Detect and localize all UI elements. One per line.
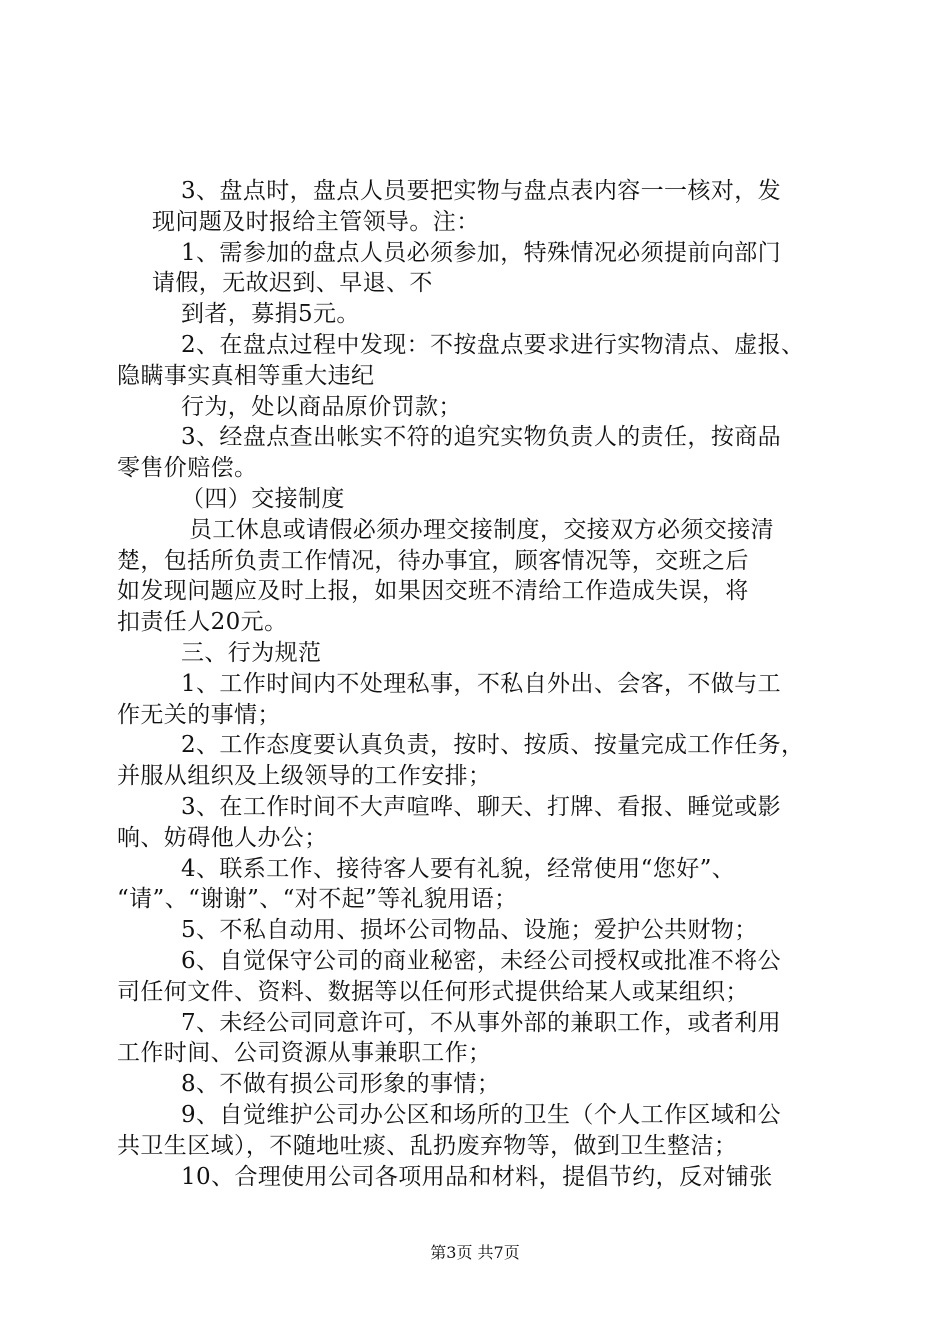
text-line: 司任何文件、资料、数据等以任何形式提供给某人或某组织；	[117, 978, 749, 1005]
text-line: “请”、“谢谢”、“对不起”等礼貌用语；	[117, 886, 518, 913]
text-line: 扣责任人20元。	[117, 609, 288, 636]
text-line: 7、未经公司同意许可，不从事外部的兼职工作，或者利用	[181, 1009, 782, 1036]
text-line: 隐瞒事实真相等重大违纪	[117, 362, 375, 389]
text-line: 1、需参加的盘点人员必须参加，特殊情况必须提前向部门	[181, 239, 782, 266]
text-line: 楚，包括所负责工作情况，待办事宜，顾客情况等，交班之后	[117, 547, 749, 574]
text-line: 请假，无故迟到、早退、不	[152, 270, 433, 297]
text-line: 零售价赔偿。	[117, 455, 258, 482]
text-line: 3、在工作时间不大声喧哗、聊天、打牌、看报、睡觉或影	[181, 793, 782, 820]
text-line: 8、不做有损公司形象的事情；	[181, 1071, 501, 1098]
text-line: 到者，募捐5元。	[181, 301, 360, 328]
text-line: 2、工作态度要认真负责，按时、按质、按量完成工作任务，	[181, 732, 805, 759]
text-line: 10、合理使用公司各项用品和材料，提倡节约，反对铺张	[181, 1163, 773, 1190]
text-line: 工作时间、公司资源从事兼职工作；	[117, 1040, 492, 1067]
text-line: 现问题及时报给主管领导。注：	[152, 208, 480, 235]
text-line: 3、盘点时，盘点人员要把实物与盘点表内容一一核对，发	[181, 178, 782, 204]
text-line: 4、联系工作、接待客人要有礼貌，经常使用“您好”、	[181, 855, 736, 882]
text-line: 响、妨碍他人办公；	[117, 824, 328, 851]
document-body	[117, 176, 837, 1192]
page-footer: 第3页 共7页	[430, 1243, 520, 1262]
text-line: 三、行为规范	[181, 639, 322, 666]
text-line: 9、自觉维护公司办公区和场所的卫生（个人工作区域和公	[181, 1101, 782, 1128]
text-line: 2、在盘点过程中发现：不按盘点要求进行实物清点、虚报、	[181, 331, 805, 358]
text-line: 员工休息或请假必须办理交接制度，交接双方必须交接清	[189, 516, 774, 543]
text-line: （四）交接制度	[181, 485, 345, 512]
text-line: 5、不私自动用、损坏公司物品、设施；爱护公共财物；	[181, 917, 758, 944]
text-line: 6、自觉保守公司的商业秘密，未经公司授权或批准不将公	[181, 947, 782, 974]
text-line: 行为，处以商品原价罚款；	[181, 393, 462, 420]
text-line: 3、经盘点查出帐实不符的追究实物负责人的责任，按商品	[181, 424, 782, 451]
text-line: 如发现问题应及时上报，如果因交班不清给工作造成失误，将	[117, 578, 749, 605]
text-line: 并服从组织及上级领导的工作安排；	[117, 763, 492, 790]
text-line: 作无关的事情；	[117, 701, 281, 728]
text-line: 共卫生区域），不随地吐痰、乱扔废弃物等，做到卫生整洁；	[117, 1132, 738, 1159]
text-line: 1、工作时间内不处理私事，不私自外出、会客，不做与工	[181, 670, 782, 697]
